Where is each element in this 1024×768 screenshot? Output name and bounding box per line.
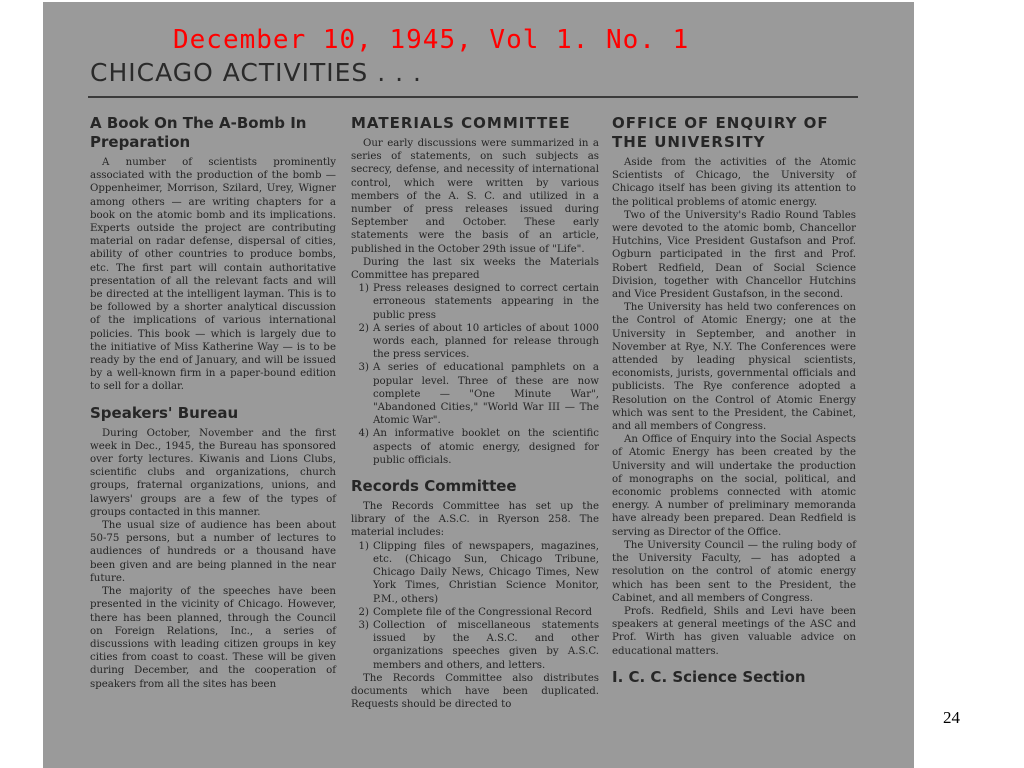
article-paragraph: Aside from the activities of the Atomic Scientists of Chicago, the University of Chicago itself has been giving its attention to the political problems of atomic energy. <box>612 157 856 208</box>
list-item: 3) Collection of miscellaneous statements issued by the A.S.C. and other organizations speeches given by A.S.C. members and others, and letters. <box>358 619 599 671</box>
list-item: 3) A series of educational pamphlets on a popular level. Three of these are now complete — "One Minute War", "Abandoned Cities," "World War III — The Atomic War". <box>358 362 599 427</box>
list-item: 1) Clipping files of newspapers, magazines, etc. (Chicago Sun, Chicago Tribune, Chicago Daily News, Chicago Times, New York Times, Christian Science Monitor, P.M., others) <box>358 540 599 605</box>
article-paragraph: The University has held two conferences on the Control of Atomic Energy; one at the University in September, and another in November at Rye, N.Y. The Conferences were attended by leading physical scientists, economists, jurists, governmental officials and publicists. The Rye conference adopted a Resolution on the Control of Atomic Energy which was sent to the President, the Cabinet, and all members of Congress. <box>612 302 856 433</box>
headline-records-committee: Records Committee <box>351 477 517 496</box>
list-item: 2) Complete file of the Congressional Record <box>358 606 592 618</box>
article-paragraph: The usual size of audience has been about 50-75 persons, but a number of lectures to audiences of hundreds or a thousand have been given and are being planned in the near future. <box>90 520 336 584</box>
column-3 <box>612 114 856 691</box>
headline-materials-committee: MATERIALS COMMITTEE <box>351 114 571 132</box>
list-item: 1) Press releases designed to correct certain erroneous statements appearing in the public press <box>358 283 599 321</box>
slide-title: December 10, 1945, Vol 1. No. 1 <box>173 25 690 55</box>
article-paragraph: Two of the University's Radio Round Tables were devoted to the atomic bomb, Chancellor Hutchins, Vice President Gustafson and Prof. Ogburn participated in the first and Prof. Robert Redfield, Dean of Social Science Division, together with Chancellor Hutchins and Vice President Gustafson, in the second. <box>612 209 856 301</box>
headline-speakers-bureau: Speakers' Bureau <box>90 403 239 422</box>
column-1 <box>90 114 336 691</box>
article-paragraph: The majority of the speeches have been presented in the vicinity of Chicago. However, there has been planned, through the Council on Foreign Relations, Inc., a series of discussions with leading citizen groups in key cities from coast to coast. These will be given during December, and the cooperation of speakers from all the sites has been <box>90 586 336 690</box>
list-item: 2) A series of about 10 articles of about 1000 words each, planned for release through the press services. <box>358 322 599 361</box>
article-paragraph: The Records Committee has set up the library of the A.S.C. in Ryerson 258. The material includes: <box>351 501 599 539</box>
article-paragraph: Our early discussions were summarized in a series of statements, on such subjects as secrecy, defense, and necessity of international control, which were written by various members of the A. S. C. and utilized in a number of press releases issued during September and October. These early statements were the basis of an article, published in the October 29th issue of "Life". <box>351 138 599 255</box>
headline-icc-science-section: I. C. C. Science Section <box>612 667 806 686</box>
headline-office-of-enquiry: OFFICE OF ENQUIRY OF THE UNIVERSITY <box>612 114 829 151</box>
masthead-rule <box>88 96 858 98</box>
newspaper-clipping-scan <box>43 2 914 768</box>
article-paragraph: A number of scientists prominently associated with the production of the bomb — Oppenheimer, Morrison, Szilard, Urey, Wigner among others — are writing chapters for a book on the atomic bomb and its implications. Experts outside the project are contributing material on radar defense, dispersal of cities, ability of other countries to produce bombs, etc. The first part will contain authoritative presentation of all the relevant facts and will be directed at the intelligent layman. This is to be followed by a shorter analytical discussion of the implications of various international policies. This book — which is largely due to the initiative of Miss Katherine Way — is to be ready by the end of January, and will be issued by a well-known firm in a paper-bound edition to sell for a dollar. <box>90 157 336 393</box>
article-paragraph: During the last six weeks the Materials Committee has prepared <box>351 256 599 282</box>
article-paragraph: Profs. Redfield, Shils and Levi have been speakers at general meetings of the ASC and Prof. Wirth has given valuable advice on educational matters. <box>612 605 856 657</box>
article-paragraph: An Office of Enquiry into the Social Aspects of Atomic Energy has been created by the University and will undertake the production of monographs on the social, political, and economic problems connected with atomic energy. A number of preliminary memoranda have already been prepared. Dean Redfield is serving as Director of the Office. <box>612 434 856 538</box>
list-item: 4) An informative booklet on the scientific aspects of atomic energy, designed for public officials. <box>358 428 599 466</box>
article-paragraph: During October, November and the first week in Dec., 1945, the Bureau has sponsored over forty lectures. Kiwanis and Lions Clubs, scientific clubs and organizations, church groups, fraternal organizations, unions, and lawyers' groups are a few of the types of groups contacted in this manner. <box>90 427 336 518</box>
column-2 <box>351 114 599 711</box>
article-paragraph: The University Council — the ruling body of the University Faculty, — has adopted a resolution on the control of atomic energy which has been sent to the President, the Cabinet, and all members of Congress. <box>612 539 856 604</box>
article-paragraph: The Records Committee also distributes documents which have been duplicated. Requests should be directed to <box>351 672 599 711</box>
slide-page-number: 24 <box>943 708 960 727</box>
newspaper-masthead: CHICAGO ACTIVITIES . . . <box>90 58 422 87</box>
headline-a-bomb-book: A Book On The A-Bomb In Preparation <box>90 114 307 151</box>
